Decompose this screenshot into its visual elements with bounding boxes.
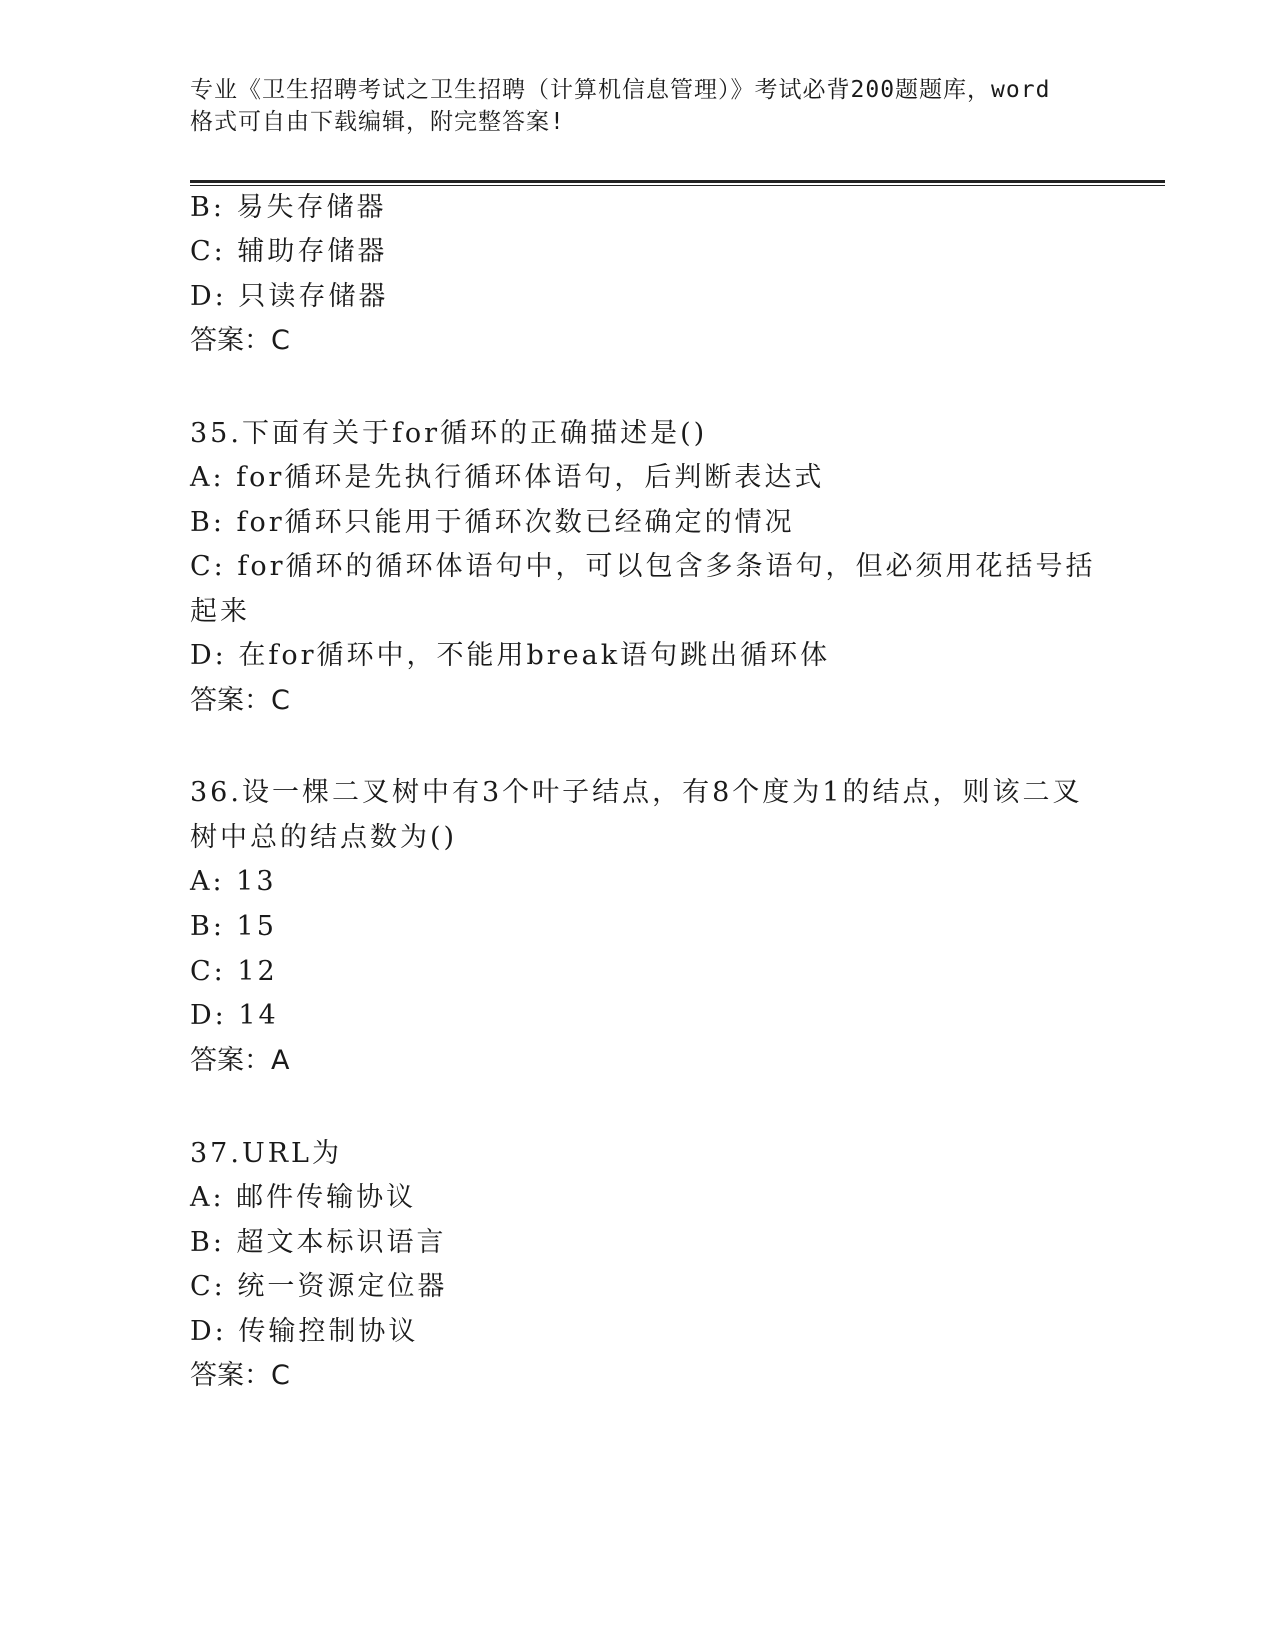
q34-answer: 答案：C — [190, 325, 290, 356]
header-line-1: 专业《卫生招聘考试之卫生招聘（计算机信息管理）》考试必背200题题库，word — [190, 77, 1051, 103]
q36-answer: 答案：A — [190, 1045, 290, 1076]
q35-option-b: B: for循环只能用于循环次数已经确定的情况 — [190, 507, 795, 538]
q36-option-d: D: 14 — [190, 1000, 279, 1031]
q37-option-b: B: 超文本标识语言 — [190, 1227, 447, 1258]
q34-option-b: B: 易失存储器 — [190, 192, 387, 223]
header-line-2: 格式可自由下载编辑，附完整答案! — [190, 109, 565, 135]
q36-option-b: B: 15 — [190, 911, 277, 942]
q34-option-d: D: 只读存储器 — [190, 281, 389, 312]
q34-option-c: C: 辅助存储器 — [190, 236, 388, 267]
q36-option-c: C: 12 — [190, 956, 278, 987]
q37-option-a: A: 邮件传输协议 — [190, 1182, 417, 1213]
header-divider-thin — [190, 185, 1165, 186]
q35-option-d: D: 在for循环中，不能用break语句跳出循环体 — [190, 640, 831, 671]
q36-stem-line2: 树中总的结点数为() — [190, 822, 458, 853]
document-header — [190, 74, 1110, 138]
q35-option-c-line2: 起来 — [190, 596, 250, 627]
q36-option-a: A: 13 — [190, 866, 277, 897]
q37-option-c: C: 统一资源定位器 — [190, 1271, 448, 1302]
q37-answer: 答案：C — [190, 1360, 290, 1391]
q35-option-c-line1: C: for循环的循环体语句中，可以包含多条语句，但必须用花括号括 — [190, 551, 1096, 582]
header-divider-thick — [190, 180, 1165, 183]
q37-option-d: D: 传输控制协议 — [190, 1316, 419, 1347]
q37-stem: 37.URL为 — [190, 1138, 342, 1169]
q35-option-a: A: for循环是先执行循环体语句，后判断表达式 — [190, 462, 825, 493]
q35-answer: 答案：C — [190, 685, 290, 716]
q36-stem-line1: 36.设一棵二叉树中有3个叶子结点，有8个度为1的结点，则该二叉 — [190, 777, 1083, 808]
q35-stem: 35.下面有关于for循环的正确描述是() — [190, 418, 708, 449]
